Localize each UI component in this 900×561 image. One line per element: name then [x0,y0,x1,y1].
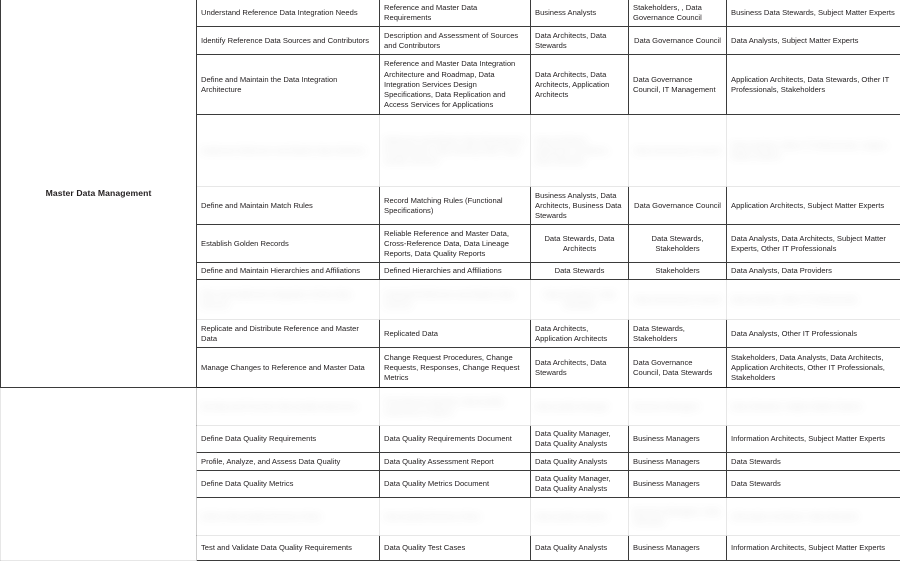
approving-cell: Data Stewards, Stakeholders [629,320,727,348]
responsible-cell [531,388,629,426]
approving-cell: Data Governance Council, Data Stewards [629,348,727,388]
activity-cell [197,115,380,187]
responsible-cell: Data Architects, Application Architects [531,320,629,348]
responsible-cell-text: Data Quality Analysts [535,512,624,522]
approving-cell-text: Business Managers, Data Stewards [633,507,722,527]
deliverables-cell-text: Reference and Master Data Management Environments, Data Sharing Hubs, Data Quality Services [384,136,526,166]
activity-cell-text: Plan and Implement Integration of New Data Sources [201,290,375,310]
deliverables-cell [380,115,531,187]
table-row [1,0,900,27]
table-row [1,388,900,426]
contributing-cell: Data Stewards [727,471,900,498]
contributing-cell: Data Analysts, Data Architects, Subject Matter Experts, Other IT Professionals [727,225,900,263]
responsible-cell: Data Quality Manager, Data Quality Analysts [531,471,629,498]
approving-cell: Business Managers [629,536,727,561]
contributing-cell-text: Data Analysts, Other IT Professionals [731,295,896,305]
deliverables-cell: Data Quality Assessment Report [380,453,531,471]
activity-cell: Manage Changes to Reference and Master Data [197,348,380,388]
activity-cell: Define and Maintain Hierarchies and Affiliations [197,263,380,280]
responsible-cell: Data Stewards [531,263,629,280]
activity-cell-text: Develop and Promote Data Quality Awareness [201,402,375,412]
deliverables-cell: Reference and Master Data Integration Architecture and Roadmap, Data Integration Services Design Specifications, Data Replication and Access Services for Applications [380,55,531,115]
approving-cell [629,115,727,187]
deliverables-cell: Defined Hierarchies and Affiliations [380,263,531,280]
responsible-cell [531,498,629,536]
activity-cell: Define Data Quality Metrics [197,471,380,498]
activity-cell: Define and Maintain the Data Integration Architecture [197,55,380,115]
contributing-cell: Data Stewards [727,453,900,471]
deliverables-cell-text: Promotional materials, Data Quality Awareness Program [384,397,526,417]
activity-cell-text: Implement Reference and Master Data Solutions [201,146,375,156]
approving-cell: Business Managers [629,471,727,498]
activity-cell: Replicate and Distribute Reference and Master Data [197,320,380,348]
activity-cell [197,280,380,320]
deliverables-cell-text: Data Quality Business Rules [384,512,526,522]
activity-cell: Define Data Quality Requirements [197,426,380,453]
approving-cell: Data Governance Council [629,27,727,55]
responsible-cell: Data Architects, Data Stewards [531,27,629,55]
deliverables-cell: Reference and Master Data Requirements [380,0,531,27]
contributing-cell-text: Information Architects, Data Stewards [731,512,896,522]
activity-cell: Profile, Analyze, and Assess Data Quality [197,453,380,471]
activity-cell: Test and Validate Data Quality Requirements [197,536,380,561]
approving-cell [629,388,727,426]
activity-cell: Understand Reference Data Integration Needs [197,0,380,27]
deliverables-cell [380,388,531,426]
approving-cell [629,498,727,536]
deliverables-cell [380,280,531,320]
responsible-cell: Data Quality Analysts [531,536,629,561]
approving-cell: Stakeholders [629,263,727,280]
contributing-cell: Business Data Stewards, Subject Matter Experts [727,0,900,27]
approving-cell: Data Governance Council, IT Management [629,55,727,115]
responsible-cell: Data Architects, Data Stewards [531,348,629,388]
responsible-cell: Data Architects, Data Architects, Application Architects [531,55,629,115]
contributing-cell-text: Data Stewards, Subject Matter Experts [731,402,896,412]
deliverables-cell: Change Request Procedures, Change Requests, Responses, Change Request Metrics [380,348,531,388]
activity-cell [197,388,380,426]
contributing-cell: Application Architects, Data Stewards, Other IT Professionals, Stakeholders [727,55,900,115]
contributing-cell [727,498,900,536]
approving-cell [629,280,727,320]
deliverables-cell: Data Quality Test Cases [380,536,531,561]
responsible-cell-text: Data Architects, Data Stewards [535,290,624,310]
contributing-cell: Data Analysts, Subject Matter Experts [727,27,900,55]
contributing-cell: Data Analysts, Data Providers [727,263,900,280]
contributing-cell [727,280,900,320]
deliverables-cell-text: Integrated Reference and Master Data Sources [384,290,526,310]
activity-cell-text: Define Data Quality Business Rules [201,512,375,522]
approving-cell: Data Governance Council [629,187,727,225]
contributing-cell: Application Architects, Subject Matter Experts [727,187,900,225]
responsible-cell-text: Data Architects, Application Architects, Data Stewards [535,136,624,166]
contributing-cell [727,388,900,426]
responsible-cell: Business Analysts, Data Architects, Business Data Stewards [531,187,629,225]
approving-cell-text: Business Managers [633,402,722,412]
contributing-cell: Data Analysts, Other IT Professionals [727,320,900,348]
contributing-cell: Stakeholders, Data Analysts, Data Architects, Application Architects, Other IT Professionals, Stakeholders [727,348,900,388]
approving-cell: Stakeholders, , Data Governance Council [629,0,727,27]
deliverables-cell: Replicated Data [380,320,531,348]
approving-cell: Business Managers [629,453,727,471]
responsible-cell: Business Analysts [531,0,629,27]
responsible-cell [531,280,629,320]
deliverables-cell: Data Quality Requirements Document [380,426,531,453]
contributing-cell: Information Architects, Subject Matter Experts [727,536,900,561]
responsible-cell-text: Data Quality Manager [535,402,624,412]
deliverables-cell: Reliable Reference and Master Data, Cross-Reference Data, Data Lineage Reports, Data Quality Reports [380,225,531,263]
responsible-cell [531,115,629,187]
category-cell-data-quality [1,388,197,561]
approving-cell: Data Stewards, Stakeholders [629,225,727,263]
approving-cell: Business Managers [629,426,727,453]
deliverables-cell: Data Quality Metrics Document [380,471,531,498]
activity-cell: Identify Reference Data Sources and Contributors [197,27,380,55]
contributing-cell: Information Architects, Subject Matter Experts [727,426,900,453]
table-body [1,0,900,561]
contributing-cell [727,115,900,187]
approving-cell-text: Data Governance Council [633,146,722,156]
responsible-cell: Data Stewards, Data Architects [531,225,629,263]
activity-cell: Establish Golden Records [197,225,380,263]
deliverables-cell: Record Matching Rules (Functional Specifications) [380,187,531,225]
activity-cell: Define and Maintain Match Rules [197,187,380,225]
category-cell-master-data-management: Master Data Management [1,0,197,388]
responsible-cell: Data Quality Analysts [531,453,629,471]
deliverables-cell [380,498,531,536]
activity-cell [197,498,380,536]
contributing-cell-text: Data Analysts, Other IT Professionals, Subject Matter Experts [731,141,896,161]
responsible-cell: Data Quality Manager, Data Quality Analysts [531,426,629,453]
approving-cell-text: Data Governance Council [633,295,722,305]
deliverables-cell: Description and Assessment of Sources and Contributors [380,27,531,55]
